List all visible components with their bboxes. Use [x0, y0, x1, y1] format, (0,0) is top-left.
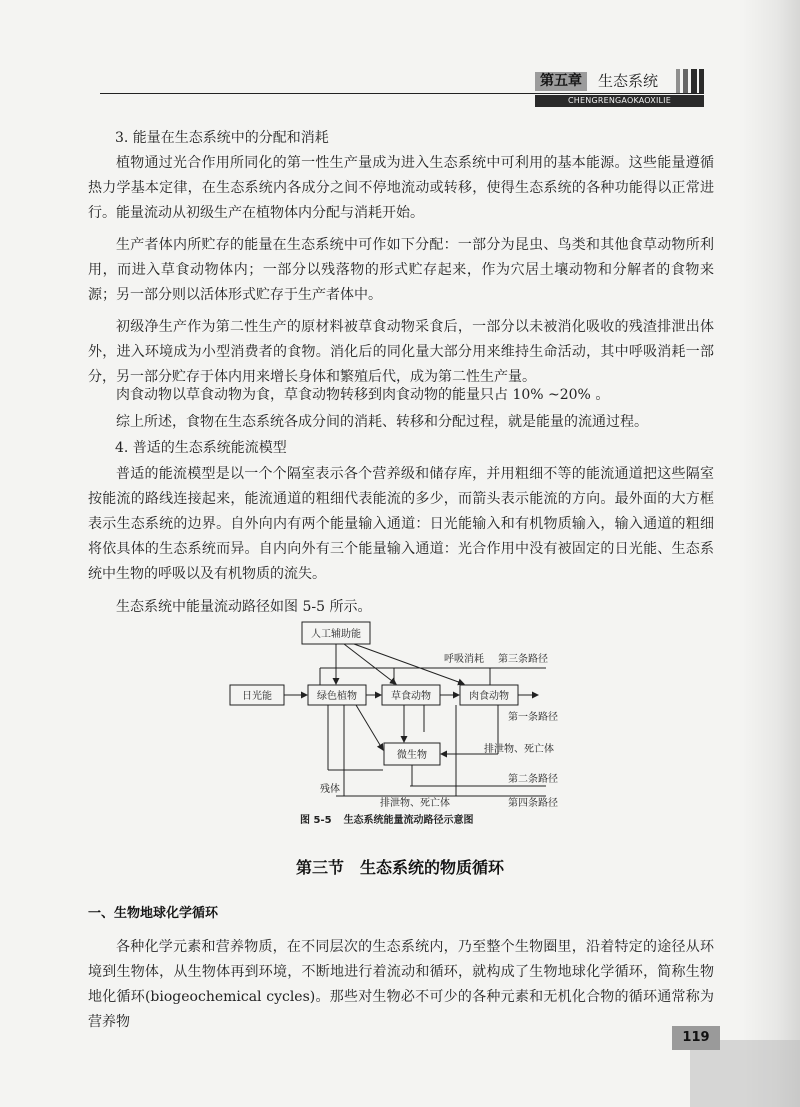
label-excreta-bottom: 排泄物、死亡体: [380, 798, 450, 809]
label-microbes: 微生物: [397, 750, 427, 761]
section-3-paragraph-5: 综上所述，食物在生态系统各成分间的消耗、转移和分配过程，就是能量的流通过程。: [116, 414, 648, 430]
label-carnivores: 肉食动物: [469, 691, 509, 702]
section-4-paragraph-1: 普适的能流模型是以一个个隔室表示各个营养级和储存库，并用粗细不等的能流通道把这些隔室按能流的路线连接起来，能流通道的粗细代表能流的多少，而箭头表示能流的方向。最外面的大方框表示生态系统的边界。自外向内有两个能量输入通道：日光能输入和有机物质输入，输入通道的粗细将依具体的生态系统而异。自内向外有三个能量输入通道：光合作用中没有被固定的日光能、生态系统中生物的呼吸以及有机物质的流失。: [88, 466, 714, 582]
section-3-paragraph-2: 生产者体内所贮存的能量在生态系统中可作如下分配：一部分为昆虫、鸟类和其他食草动物所利用，而进入草食动物体内；一部分以残落物的形式贮存起来，作为穴居土壤动物和分解者的食物来源；另一部分则以活体形式贮存于生产者体中。: [88, 237, 714, 303]
header-subtitle: CHENGRENGAOKAOXILIE: [535, 95, 704, 107]
section-3-heading: 3. 能量在生态系统中的分配和消耗: [115, 130, 329, 146]
section-3-paragraph-4: 肉食动物以草食动物为食，草食动物转移到肉食动物的能量只占 10% ~20% 。: [116, 387, 610, 403]
label-path2: 第二条路径: [508, 774, 558, 785]
page-number: 119: [672, 1026, 720, 1050]
figure-caption: [300, 814, 474, 828]
section-4-heading: 4. 普适的生态系统能流模型: [115, 440, 287, 456]
label-respiration: 呼吸消耗: [444, 654, 484, 665]
label-path4: 第四条路径: [508, 798, 558, 809]
label-path1: 第一条路径: [508, 712, 558, 723]
page-corner-shadow: [690, 1040, 800, 1107]
label-artificial-energy: 人工辅助能: [311, 629, 361, 640]
energy-flow-diagram: [228, 620, 568, 810]
label-residue: 残体: [320, 784, 340, 795]
section-3-paragraph-3: 初级净生产作为第二性生产的原材料被草食动物采食后，一部分以未被消化吸收的残渣排泄出体外，进入环境成为小型消费者的食物。消化后的同化量大部分用来维持生命活动，其中呼吸消耗一部分，另一部分贮存于体内用来增长身体和繁殖后代，成为第二性生产量。: [88, 319, 714, 385]
section-title: 第三节 生态系统的物质循环: [295, 858, 504, 877]
label-green-plants: 绿色植物: [317, 691, 357, 702]
header-bars-ornament: [676, 69, 704, 93]
caption-number: 图 5-5: [300, 815, 332, 826]
section-3-paragraph-1: 植物通过光合作用所同化的第一性生产量成为进入生态系统中可利用的基本能源。这些能量遵循热力学基本定律，在生态系统内各成分之间不停地流动或转移，使得生态系统的各种功能得以正常进行。能量流动从初级生产在植物体内分配与消耗开始。: [88, 155, 714, 221]
caption-text: 生态系统能量流动路径示意图: [343, 815, 474, 826]
subsection-paragraph: 各种化学元素和营养物质，在不同层次的生态系统内，乃至整个生物圈里，沿着特定的途径从环境到生物体，从生物体再到环境，不断地进行着流动和循环，就构成了生物地球化学循环，简称生物地化循环(biogeochemical cycles)。那些对生物必不可少的各种元素和无机化合物的循环通常称为营养物: [88, 939, 714, 1030]
header-chapter: 第五章: [535, 72, 587, 91]
section-4-paragraph-2: 生态系统中能量流动路径如图 5-5 所示。: [116, 599, 372, 615]
header-rule: [100, 93, 704, 94]
page-edge-shadow: [742, 0, 800, 1107]
label-herbivores: 草食动物: [391, 691, 431, 702]
label-excreta-right: 排泄物、死亡体: [484, 744, 554, 755]
header-title: 生态系统: [598, 72, 659, 90]
label-sunlight: 日光能: [242, 691, 272, 702]
label-path3: 第三条路径: [498, 654, 548, 665]
subsection-heading: 一、生物地球化学循环: [88, 906, 219, 921]
